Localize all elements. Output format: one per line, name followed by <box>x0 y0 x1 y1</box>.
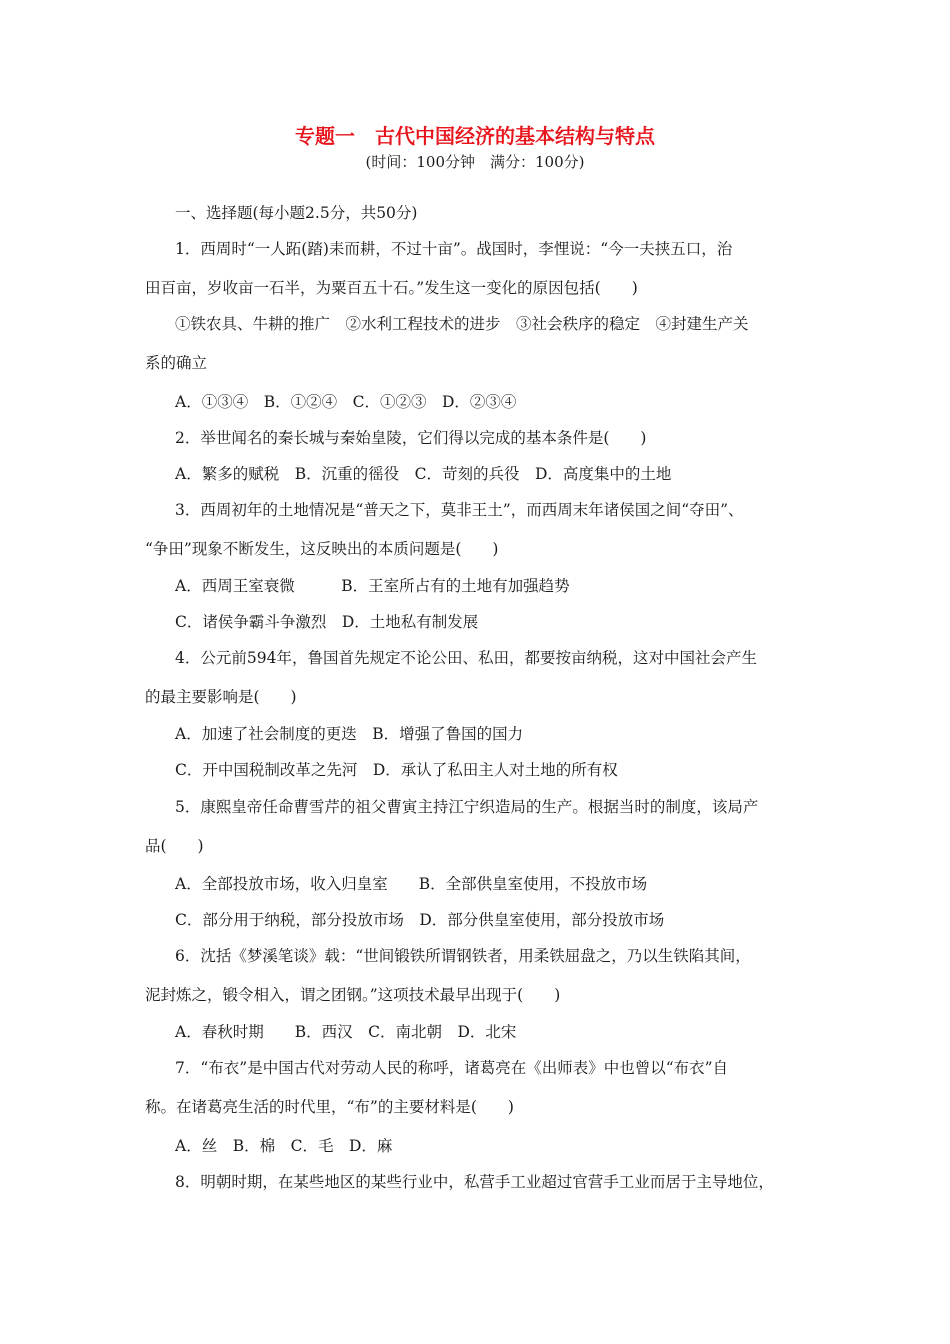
question-6-options: A．春秋时期 B．西汉 C．南北朝 D．北宋 <box>175 1023 517 1041</box>
question-2-options: A．繁多的赋税 B．沉重的徭役 C．苛刻的兵役 D．高度集中的土地 <box>175 465 672 483</box>
document-subtitle: (时间：100分钟 满分：100分) <box>365 153 585 171</box>
question-6-line-2: 泥封炼之，锻令相入，谓之团钢。”这项技术最早出现于( ) <box>145 986 561 1004</box>
question-2-line-1: 2．举世闻名的秦长城与秦始皇陵，它们得以完成的基本条件是( ) <box>175 429 647 447</box>
question-4-options-1: A．加速了社会制度的更迭 B．增强了鲁国的国力 <box>175 725 524 743</box>
question-5-line-2: 品( ) <box>145 837 204 855</box>
question-7-options: A．丝 B．棉 C．毛 D．麻 <box>175 1137 393 1155</box>
question-5-options-1: A．全部投放市场，收入归皇室 B．全部供皇室使用，不投放市场 <box>175 875 648 893</box>
question-5-options-2: C．部分用于纳税，部分投放市场 D．部分供皇室使用，部分投放市场 <box>175 911 665 929</box>
question-8-line-1: 8．明朝时期，在某些地区的某些行业中，私营手工业超过官营手工业而居于主导地位， <box>175 1173 774 1191</box>
question-1-statement-line-2: 系的确立 <box>145 354 208 372</box>
question-4-line-1: 4．公元前594年，鲁国首先规定不论公田、私田，都要按亩纳税，这对中国社会产生 <box>175 649 757 667</box>
question-7-line-2: 称。在诸葛亮生活的时代里，“布”的主要材料是( ) <box>145 1098 514 1116</box>
question-1-line-1: 1．西周时“一人跖(踏)耒而耕，不过十亩”。战国时，李悝说：“今一夫挟五口，治 <box>175 240 733 258</box>
section-heading: 一、选择题(每小题2.5分，共50分) <box>175 204 418 222</box>
question-3-options-1: A．西周王室衰微 B．王室所占有的土地有加强趋势 <box>175 577 570 595</box>
question-3-options-2: C．诸侯争霸斗争激烈 D．土地私有制发展 <box>175 613 479 631</box>
question-5-line-1: 5．康熙皇帝任命曹雪芹的祖父曹寅主持江宁织造局的生产。根据当时的制度，该局产 <box>175 798 759 816</box>
question-4-line-2: 的最主要影响是( ) <box>145 688 297 706</box>
question-6-line-1: 6．沈括《梦溪笔谈》载：“世间锻铁所谓钢铁者，用柔铁屈盘之，乃以生铁陷其间， <box>175 947 751 965</box>
question-4-options-2: C．开中国税制改革之先河 D．承认了私田主人对土地的所有权 <box>175 761 618 779</box>
question-3-line-2: “争田”现象不断发生，这反映出的本质问题是( ) <box>145 540 499 558</box>
document-title: 专题一 古代中国经济的基本结构与特点 <box>295 124 655 148</box>
question-1-statement-line-1: ①铁农具、牛耕的推广 ②水利工程技术的进步 ③社会秩序的稳定 ④封建生产关 <box>175 315 749 333</box>
question-3-line-1: 3．西周初年的土地情况是“普天之下，莫非王土”，而西周末年诸侯国之间“夺田”、 <box>175 501 744 519</box>
question-7-line-1: 7．“布衣”是中国古代对劳动人民的称呼，诸葛亮在《出师表》中也曾以“布衣”自 <box>175 1059 729 1077</box>
question-1-options: A．①③④ B．①②④ C．①②③ D．②③④ <box>175 393 517 411</box>
question-1-line-2: 田百亩，岁收亩一石半，为粟百五十石。”发生这一变化的原因包括( ) <box>145 279 638 297</box>
